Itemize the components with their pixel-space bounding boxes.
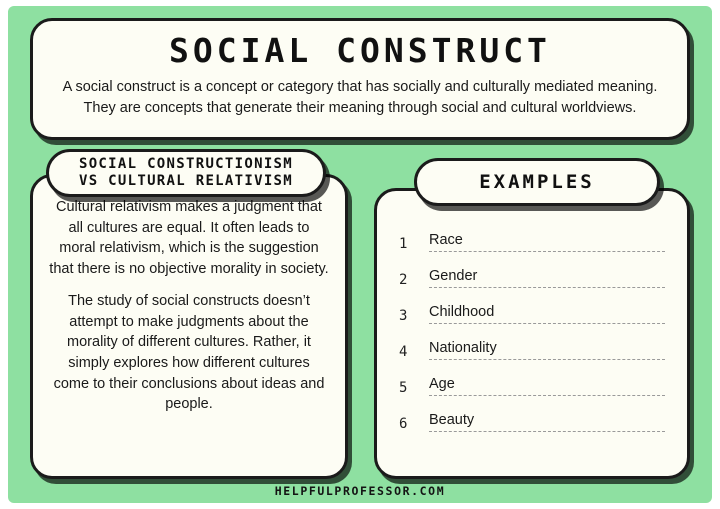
list-item [399,267,665,288]
comparison-title-line-1: SOCIAL CONSTRUCTIONISM [78,155,294,172]
list-item-number: 1 [399,236,408,252]
list-item-number: 4 [399,344,408,360]
list-item-number: 5 [399,380,408,396]
list-item-label-wrap [429,339,665,360]
list-item-number: 3 [399,308,408,324]
page-title: SOCIAL CONSTRUCT [169,31,551,70]
examples-list [399,231,665,432]
list-item-label-wrap [429,411,665,432]
list-item-label-wrap [429,267,665,288]
list-item [399,303,665,324]
list-item-label-wrap [429,303,665,324]
comparison-title-line-2: VS CULTURAL RELATIVISM [78,173,294,189]
comparison-paragraph-2: The study of social constructs doesn’t attempt to make judgments about the morality of different cultures. Rather, it simply explores how different cultures come to their conclusions about ideas and people. [53,293,325,413]
list-item [399,375,665,396]
list-item-label-wrap [429,375,665,396]
list-item-label: Gender [429,268,478,284]
list-item-label: Nationality [429,340,497,356]
comparison-title-card [46,149,326,197]
list-item-label-wrap [429,231,665,252]
list-item [399,411,665,432]
footer-source: HELPFULPROFESSOR.COM [274,484,446,498]
list-item [399,231,665,252]
comparison-paragraph-1: Cultural relativism makes a judgment that all cultures are equal. It often leads to moral relativism, which is the suggestion that there is no objective morality in society. [49,199,329,277]
list-item-label: Race [429,232,463,248]
examples-body-card [374,188,690,479]
list-item-number: 6 [399,416,408,432]
comparison-body-card [30,174,348,479]
header-card [30,18,690,140]
list-item-label: Beauty [429,412,475,428]
header-description: A social construct is a concept or category that has socially and culturally mediated meaning. They are concepts that generate their meaning through social and cultural worldviews. [62,79,658,117]
list-item-label: Childhood [429,304,495,320]
list-item-label: Age [429,376,455,392]
infographic-poster [8,6,712,503]
examples-title-card [414,158,660,206]
comparison-title [73,156,299,191]
examples-title: EXAMPLES [479,171,595,193]
list-item [399,339,665,360]
list-item-number: 2 [399,272,408,288]
